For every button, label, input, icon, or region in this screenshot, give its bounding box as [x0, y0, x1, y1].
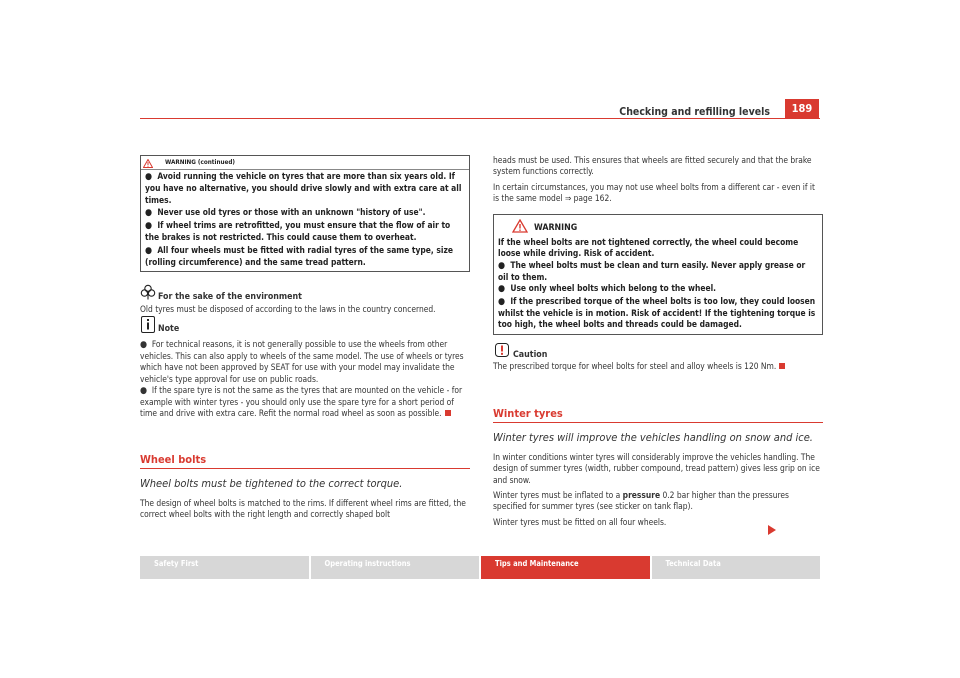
- list-item: ● Never use old tyres or those with an unknown "history of use".: [145, 206, 426, 218]
- caution-heading: Caution: [513, 349, 548, 360]
- continue-arrow-icon: [768, 525, 776, 535]
- tab-technical-data[interactable]: Technical Data: [652, 556, 821, 579]
- caution-exclamation-icon: [495, 343, 509, 357]
- wheel-bolts-text: The design of wheel bolts is matched to the rims. If different wheel rims are fitted, the correct wheel bolts with the right length and correctly shaped bolt: [140, 498, 466, 520]
- list-item: ● Avoid running the vehicle on tyres that are more than six years old. If you have no alternative, you should drive slowly and with extra care at all times.: [145, 171, 462, 205]
- list-item: ● If the prescribed torque of the wheel bolts is too low, they could loosen whilst the vehicle is in motion. Risk of accident! If the tightening torque is too high, the wheel bolts and threads could be damaged.: [498, 295, 816, 330]
- warning-continued-heading: WARNING (continued): [165, 159, 236, 166]
- warning-heading: WARNING: [534, 223, 578, 234]
- warning-intro: If the wheel bolts are not tightened correctly, the wheel could become loose while driving. Risk of accident.: [498, 237, 799, 259]
- header-divider: [140, 118, 820, 119]
- winter-tyres-para2: Winter tyres must be inflated to a pressure 0.2 bar higher than the pressures specified for summer tyres (see sticker on tank flap).: [493, 490, 789, 512]
- environment-text: Old tyres must be disposed of according to the laws in the country concerned.: [140, 304, 436, 315]
- caution-text: The prescribed torque for wheel bolts for steel and alloy wheels is 120 Nm.: [493, 361, 823, 372]
- warning-triangle-icon: [143, 159, 153, 168]
- winter-tyres-para3: Winter tyres must be fitted on all four wheels.: [493, 516, 667, 527]
- subheading-wheel-bolts: Wheel bolts must be tightened to the correct torque.: [140, 477, 403, 491]
- warning-continued-box: [140, 155, 470, 272]
- list-item: ● All four wheels must be fitted with radial tyres of the same type, size (rolling circumference) and the same tread pattern.: [145, 244, 453, 268]
- note-heading-row: [140, 322, 470, 336]
- environment-heading-row: [140, 290, 470, 304]
- right-column: [493, 155, 823, 528]
- tab-safety-first[interactable]: Safety First: [140, 556, 309, 579]
- subheading-winter-tyres: Winter tyres will improve the vehicles handling on snow and ice.: [493, 431, 813, 445]
- left-column: [140, 155, 470, 521]
- note-hand-icon: [141, 316, 155, 333]
- warning-header: [498, 217, 818, 237]
- warning-continued-header: [141, 156, 469, 170]
- list-item: ● If the spare tyre is not the same as the tyres that are mounted on the vehicle - for example with winter tyres - you should only use the spare tyre for a short period of time and drive with extra care. Refit the normal road wheel as soon as possible.: [140, 384, 463, 419]
- page-section-title: Checking and refilling levels: [619, 106, 770, 118]
- list-item: ● For technical reasons, it is not generally possible to use the wheels from other vehicles. This can also apply to wheels of the same model. The use of wheels or tyres which have not been approved by SEAT for use with your model may invalidate the vehicle's type approval for use on public roads.: [140, 338, 464, 384]
- end-marker-icon: [779, 363, 785, 369]
- note-heading: Note: [158, 323, 180, 334]
- list-item: ● If wheel trims are retrofitted, you must ensure that the flow of air to the brakes is not restricted. This could cause them to overheat.: [145, 220, 451, 243]
- environment-heading: For the sake of the environment: [158, 292, 302, 303]
- tab-operating-instructions[interactable]: Operating instructions: [311, 556, 480, 579]
- chapter-tabs: [140, 556, 820, 579]
- section-heading-winter-tyres: Winter tyres: [493, 408, 823, 423]
- warning-triangle-icon: [512, 219, 528, 233]
- warning-box: [493, 214, 823, 334]
- list-item: ● Use only wheel bolts which belong to the wheel.: [498, 283, 717, 295]
- end-marker-icon: [445, 410, 451, 416]
- winter-tyres-para1: In winter conditions winter tyres will considerably improve the vehicles handling. The design of summer tyres (width, rubber compound, tread pattern) gives less grip on ice and snow.: [493, 452, 820, 485]
- section-heading-wheel-bolts: Wheel bolts: [140, 454, 470, 469]
- environment-flower-icon: [140, 284, 156, 300]
- wheel-bolts-continued-text: heads must be used. This ensures that wheels are fitted securely and that the brake system functions correctly.: [493, 155, 812, 177]
- tab-tips-and-maintenance[interactable]: Tips and Maintenance: [481, 556, 650, 579]
- wheel-bolts-circumstances-text: In certain circumstances, you may not use wheel bolts from a different car - even if it is the same model ⇒ page 162.: [493, 181, 815, 203]
- page-number: 189: [785, 99, 819, 118]
- list-item: ● The wheel bolts must be clean and turn easily. Never apply grease or oil to them.: [498, 259, 806, 283]
- caution-heading-row: [493, 347, 823, 361]
